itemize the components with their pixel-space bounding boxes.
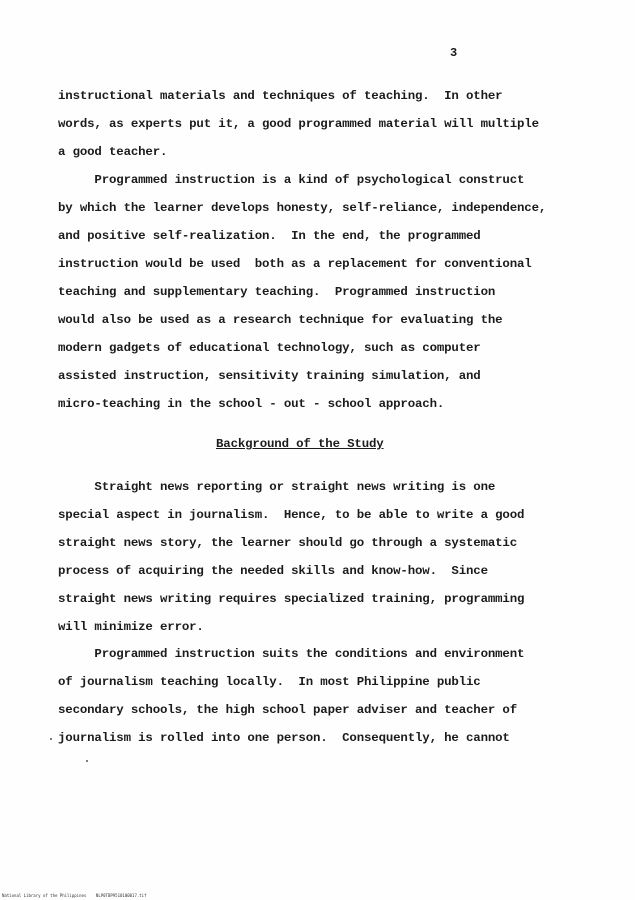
- text-line: a good teacher.: [58, 145, 168, 159]
- text-line: Straight news reporting or straight news writing is one: [58, 480, 496, 494]
- text-line: assisted instruction, sensitivity training simulation, and: [58, 369, 481, 383]
- page-number: 3: [450, 46, 458, 60]
- text-line: Programmed instruction suits the conditions and environment: [58, 647, 525, 661]
- text-line: would also be used as a research technique for evaluating the: [58, 313, 503, 327]
- text-line: will minimize error.: [58, 620, 204, 634]
- text-line: straight news writing requires specialized training, programming: [58, 592, 525, 606]
- text-line: by which the learner develops honesty, self-reliance, independence,: [58, 201, 547, 215]
- text-line: straight news story, the learner should go through a systematic: [58, 536, 517, 550]
- text-line: instructional materials and techniques of teaching. In other: [58, 89, 503, 103]
- text-line: journalism is rolled into one person. Consequently, he cannot: [58, 731, 510, 745]
- scan-footer: National Library of the Philippines NLP0TBP9510100017.tif: [2, 893, 147, 898]
- text-line: special aspect in journalism. Hence, to be able to write a good: [58, 508, 525, 522]
- text-line: modern gadgets of educational technology, such as computer: [58, 341, 481, 355]
- text-line: words, as experts put it, a good programmed material will multiple: [58, 117, 539, 131]
- text-line: process of acquiring the needed skills and know-how. Since: [58, 564, 488, 578]
- text-line: micro-teaching in the school - out - school approach.: [58, 397, 445, 411]
- text-line: of journalism teaching locally. In most Philippine public: [58, 675, 481, 689]
- section-heading: Background of the Study: [216, 437, 384, 451]
- text-line: and positive self-realization. In the end, the programmed: [58, 229, 481, 243]
- text-line: secondary schools, the high school paper adviser and teacher of: [58, 703, 517, 717]
- scan-speck: [50, 738, 52, 740]
- scan-speck: [86, 760, 88, 762]
- text-line: teaching and supplementary teaching. Programmed instruction: [58, 285, 496, 299]
- text-line: Programmed instruction is a kind of psychological construct: [58, 173, 525, 187]
- text-line: instruction would be used both as a replacement for conventional: [58, 257, 532, 271]
